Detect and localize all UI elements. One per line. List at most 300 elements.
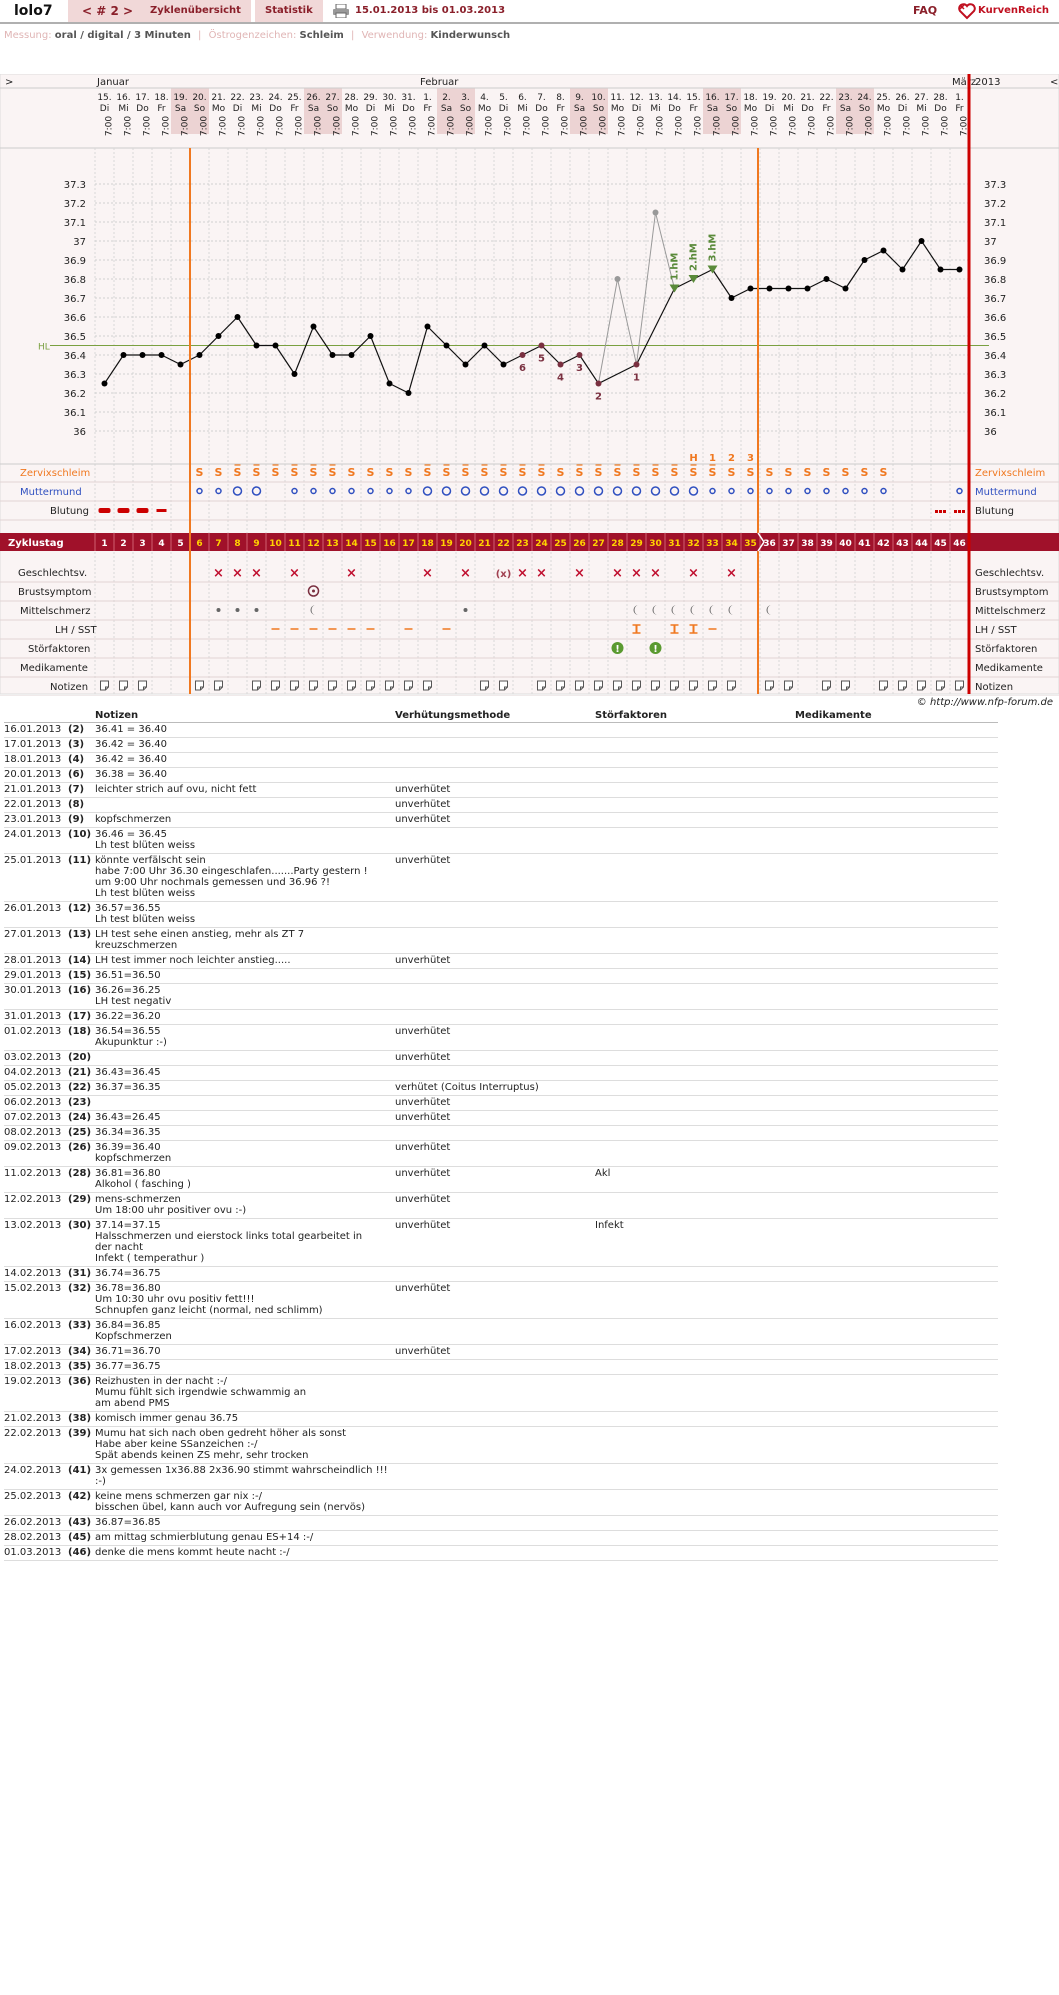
measurement-info: Messung: oral / digital / 3 Minuten | Östrogenzeichen: Schleim | Verwendung: Kinderwunsch (4, 30, 511, 41)
row-label-right: Mittelschmerz (975, 606, 1046, 617)
weekday-label: Mo (610, 104, 625, 114)
note-contraception (395, 1490, 595, 1516)
cycle-day-number: 9 (253, 539, 260, 549)
note-icon[interactable] (310, 681, 318, 690)
temp-point (729, 295, 735, 301)
temp-point (824, 276, 830, 282)
y-tick-left: 36.6 (63, 313, 86, 324)
note-icon[interactable] (405, 681, 413, 690)
day-label: 26. (895, 93, 910, 103)
note-contraception (395, 969, 595, 984)
mucus-mark: S (499, 466, 508, 479)
day-label: 28. (344, 93, 359, 103)
temp-point (881, 248, 887, 254)
note-icon[interactable] (918, 681, 926, 690)
note-text: 36.42 = 36.40 (95, 753, 395, 768)
weekday-label: So (725, 104, 738, 114)
note-cycle-day: (33) (68, 1319, 95, 1345)
weekday-label: Sa (440, 104, 453, 114)
weekday-label: Mi (916, 104, 927, 114)
cycle-day-label: Zyklustag (8, 538, 64, 549)
temp-point (254, 343, 260, 349)
note-contraception: unverhütet (395, 1219, 595, 1267)
note-medication (795, 954, 998, 969)
note-cycle-day: (20) (68, 1051, 95, 1066)
note-icon[interactable] (386, 681, 394, 690)
temp-point (216, 333, 222, 339)
weekday-label: Mi (783, 104, 794, 114)
weekday-label: Do (934, 104, 947, 114)
y-tick-left: 37.2 (63, 199, 86, 210)
time-label: 7:00 (636, 115, 647, 137)
note-icon[interactable] (842, 681, 850, 690)
note-disturbance (595, 1282, 795, 1319)
day-label: 15. (686, 93, 701, 103)
usage-label: Verwendung: (361, 30, 428, 41)
note-contraception: unverhütet (395, 1167, 595, 1193)
y-tick-right: 36.4 (984, 351, 1007, 362)
note-icon[interactable] (652, 681, 660, 690)
weekday-label: Fr (423, 104, 432, 114)
note-text: LH test sehe einen anstieg, mehr als ZT 7 kreuzschmerzen (95, 928, 395, 954)
weekday-label: Sa (573, 104, 586, 114)
cycle-day-number: 31 (668, 539, 681, 549)
mucus-mark: S (689, 466, 698, 479)
note-cycle-day: (7) (68, 783, 95, 798)
note-icon[interactable] (728, 681, 736, 690)
note-date: 14.02.2013 (4, 1267, 68, 1282)
table-row (4, 783, 998, 798)
table-row (4, 1531, 998, 1546)
mucus-mark: S (518, 466, 527, 479)
note-icon[interactable] (785, 681, 793, 690)
note-contraception: unverhütet (395, 1051, 595, 1066)
row-label-left: Brustsymptom (18, 587, 92, 598)
note-icon[interactable] (690, 681, 698, 690)
note-medication (795, 1111, 998, 1126)
row-label-left: LH / SST (55, 625, 97, 636)
weekday-label: Di (631, 104, 642, 114)
note-text: 36.87=36.85 (95, 1516, 395, 1531)
note-medication (795, 1531, 998, 1546)
note-text: 36.84=36.85 Kopfschmerzen (95, 1319, 395, 1345)
temp-point (197, 352, 203, 358)
bleeding-heavy (99, 508, 111, 513)
spotting-dot (954, 510, 957, 513)
note-date: 21.01.2013 (4, 783, 68, 798)
y-tick-left: 36.4 (63, 351, 86, 362)
note-text: 36.71=36.70 (95, 1345, 395, 1360)
note-disturbance (595, 954, 795, 969)
table-row (4, 984, 998, 1010)
note-date: 24.02.2013 (4, 1464, 68, 1490)
note-contraception (395, 1531, 595, 1546)
note-icon[interactable] (196, 681, 204, 690)
spotting-dot (962, 510, 965, 513)
day-label: 3. (461, 93, 470, 103)
mucus-mark: S (860, 466, 869, 479)
mucus-mark: S (803, 466, 812, 479)
day-label: 16. (705, 93, 720, 103)
weekday-label: Mi (650, 104, 661, 114)
weekday-label: Di (498, 104, 509, 114)
table-row (4, 1345, 998, 1360)
note-disturbance (595, 854, 795, 902)
cycle-day-number: 25 (554, 539, 567, 549)
note-icon[interactable] (500, 681, 508, 690)
weekday-label: Fr (556, 104, 565, 114)
note-icon[interactable] (538, 681, 546, 690)
note-date: 22.01.2013 (4, 798, 68, 813)
temp-point (786, 286, 792, 292)
day-label: 7. (537, 93, 546, 103)
weekday-label: Fr (689, 104, 698, 114)
row-label-right: Brustsymptom (975, 587, 1049, 598)
note-icon[interactable] (272, 681, 280, 690)
note-icon[interactable] (329, 681, 337, 690)
time-label: 7:00 (237, 115, 248, 137)
note-cycle-day: (13) (68, 928, 95, 954)
temp-point (805, 286, 811, 292)
note-contraception (395, 1412, 595, 1427)
note-disturbance (595, 1051, 795, 1066)
time-label: 7:00 (161, 115, 172, 137)
cycle-day-number: 3 (139, 539, 146, 549)
note-text: komisch immer genau 36.75 (95, 1412, 395, 1427)
note-icon[interactable] (101, 681, 109, 690)
row-label-left: Muttermund (20, 487, 82, 498)
note-cycle-day: (9) (68, 813, 95, 828)
cycle-day-number: 32 (687, 539, 700, 549)
note-cycle-day: (4) (68, 753, 95, 768)
day-label: 5. (499, 93, 508, 103)
note-cycle-day: (35) (68, 1360, 95, 1375)
note-disturbance (595, 1345, 795, 1360)
note-disturbance (595, 1193, 795, 1219)
cycle-day-number: 21 (478, 539, 491, 549)
note-icon[interactable] (139, 681, 147, 690)
weekday-label: Fr (955, 104, 964, 114)
time-label: 7:00 (959, 115, 970, 137)
note-cycle-day: (41) (68, 1464, 95, 1490)
note-disturbance (595, 1267, 795, 1282)
note-date: 28.01.2013 (4, 954, 68, 969)
table-row (4, 1193, 998, 1219)
cycle-day-number: 18 (421, 539, 434, 549)
time-label: 7:00 (674, 115, 685, 137)
time-label: 7:00 (902, 115, 913, 137)
cycle-day-number: 16 (383, 539, 396, 549)
spotting-dot (935, 510, 938, 513)
y-tick-right: 37 (984, 237, 997, 248)
time-label: 7:00 (199, 115, 210, 137)
low-temp-point (634, 362, 640, 368)
note-contraception (395, 928, 595, 954)
weekday-label: Mi (517, 104, 528, 114)
y-tick-left: 36.8 (63, 275, 86, 286)
col-medication: Medikamente (795, 708, 998, 723)
note-date: 17.01.2013 (4, 738, 68, 753)
cycle-day-number: 20 (459, 539, 472, 549)
note-text: mens-schmerzen Um 18:00 uhr positiver ovu :-) (95, 1193, 395, 1219)
note-icon[interactable] (671, 681, 679, 690)
note-contraception: unverhütet (395, 1193, 595, 1219)
cycle-day-number: 13 (326, 539, 339, 549)
weekday-label: Mo (743, 104, 758, 114)
cycle-day-number: 11 (288, 539, 301, 549)
tab-statistics[interactable]: Statistik (255, 0, 323, 22)
note-icon[interactable] (899, 681, 907, 690)
cycle-day-number: 37 (782, 539, 795, 549)
note-icon[interactable] (937, 681, 945, 690)
note-cycle-day: (26) (68, 1141, 95, 1167)
high-mark-label: 3.hM (707, 233, 719, 262)
cycle-day-number: 8 (234, 539, 241, 549)
weekday-label: So (459, 104, 472, 114)
table-row (4, 1375, 998, 1412)
y-tick-right: 37.3 (984, 180, 1007, 191)
note-icon[interactable] (956, 681, 964, 690)
y-tick-right: 36.5 (984, 332, 1007, 343)
note-cycle-day: (18) (68, 1025, 95, 1051)
note-medication (795, 984, 998, 1010)
temp-point (349, 352, 355, 358)
low-count-label: 6 (519, 363, 526, 374)
mucus-mark: S (556, 466, 565, 479)
cycle-day-number: 23 (516, 539, 529, 549)
time-label: 7:00 (142, 115, 153, 137)
note-text: 36.41 = 36.40 (95, 723, 395, 738)
time-label: 7:00 (807, 115, 818, 137)
brand-logo-icon (958, 2, 976, 20)
time-label: 7:00 (845, 115, 856, 137)
table-row (4, 969, 998, 984)
row-label-left: Mittelschmerz (20, 606, 91, 617)
note-contraception: unverhütet (395, 798, 595, 813)
mucus-mark: S (670, 466, 679, 479)
temp-point (235, 314, 241, 320)
intercourse-mark: × (574, 566, 585, 581)
day-label: 21. (800, 93, 815, 103)
row-label-right: LH / SST (975, 625, 1017, 636)
y-tick-left: 36.9 (63, 256, 86, 267)
note-icon[interactable] (576, 681, 584, 690)
note-disturbance (595, 902, 795, 928)
day-label: 18. (743, 93, 758, 103)
print-icon[interactable] (333, 4, 349, 18)
note-cycle-day: (46) (68, 1546, 95, 1561)
intercourse-mark: (x) (495, 569, 512, 580)
row-label-left: Medikamente (20, 663, 88, 674)
note-contraception: unverhütet (395, 1096, 595, 1111)
time-label: 7:00 (579, 115, 590, 137)
note-icon[interactable] (424, 681, 432, 690)
y-tick-left: 36 (73, 427, 86, 438)
note-text: 36.78=36.80 Um 10:30 uhr ovu positiv fett!!! Schnupfen ganz leicht (normal, ned schlimm) (95, 1282, 395, 1319)
note-icon[interactable] (766, 681, 774, 690)
note-medication (795, 1267, 998, 1282)
low-count-label: 2 (595, 391, 602, 403)
low-count-label: 4 (557, 372, 564, 384)
cycle-day-number: 12 (307, 539, 320, 549)
note-contraception (395, 1126, 595, 1141)
col-disturbances: Störfaktoren (595, 708, 795, 723)
time-label: 7:00 (769, 115, 780, 137)
table-row (4, 1516, 998, 1531)
note-date: 01.02.2013 (4, 1025, 68, 1051)
note-icon[interactable] (481, 681, 489, 690)
weekday-label: Sa (839, 104, 852, 114)
table-row (4, 1219, 998, 1267)
note-date: 09.02.2013 (4, 1141, 68, 1167)
note-icon[interactable] (880, 681, 888, 690)
note-text: könnte verfälscht sein habe 7:00 Uhr 36.30 eingeschlafen.......Party gestern ! um 9:00 Uhr nochmals gemessen und 36.96 ?! Lh test blüten weiss (95, 854, 395, 902)
note-disturbance (595, 813, 795, 828)
cycle-day-number: 30 (649, 539, 662, 549)
day-label: 8. (556, 93, 565, 103)
time-label: 7:00 (864, 115, 875, 137)
note-contraception: unverhütet (395, 1025, 595, 1051)
weekday-label: So (193, 104, 206, 114)
brand-link[interactable]: KurvenReich (978, 5, 1050, 16)
note-icon[interactable] (348, 681, 356, 690)
note-medication (795, 1464, 998, 1490)
low-count-label: 3 (576, 363, 583, 374)
note-disturbance (595, 969, 795, 984)
intercourse-mark: × (213, 566, 224, 581)
note-cycle-day: (14) (68, 954, 95, 969)
table-row (4, 928, 998, 954)
note-icon[interactable] (633, 681, 641, 690)
day-label: 15. (97, 93, 112, 103)
high-mark-label: 1.hM (669, 252, 681, 281)
temp-point (748, 286, 754, 292)
row-label-left: Notizen (50, 682, 89, 693)
note-icon[interactable] (614, 681, 622, 690)
mucus-mark: S (632, 466, 641, 479)
note-icon[interactable] (595, 681, 603, 690)
table-row (4, 1427, 998, 1464)
temp-point (121, 352, 127, 358)
note-date: 29.01.2013 (4, 969, 68, 984)
temp-point (938, 267, 944, 273)
note-disturbance (595, 1360, 795, 1375)
day-label: 9. (575, 93, 584, 103)
y-tick-right: 37.1 (984, 218, 1007, 229)
note-text: 36.81=36.80 Alkohol ( fasching ) (95, 1167, 395, 1193)
note-text: 36.54=36.55 Akupunktur :-) (95, 1025, 395, 1051)
weekday-label: Do (269, 104, 282, 114)
note-date: 24.01.2013 (4, 828, 68, 854)
temp-point (482, 343, 488, 349)
note-cycle-day: (23) (68, 1096, 95, 1111)
peak-label: 2 (728, 453, 735, 464)
note-text: am mittag schmierblutung genau ES+14 :-/ (95, 1531, 395, 1546)
temp-point (140, 352, 146, 358)
note-cycle-day: (42) (68, 1490, 95, 1516)
note-icon[interactable] (291, 681, 299, 690)
time-label: 7:00 (750, 115, 761, 137)
note-date: 16.01.2013 (4, 723, 68, 738)
note-contraception: unverhütet (395, 1111, 595, 1126)
cycle-day-number: 40 (839, 539, 852, 549)
time-label: 7:00 (104, 115, 115, 137)
note-text: 36.51=36.50 (95, 969, 395, 984)
note-text: 36.77=36.75 (95, 1360, 395, 1375)
note-medication (795, 768, 998, 783)
note-cycle-day: (32) (68, 1282, 95, 1319)
cycle-navigation[interactable]: < # 2 > (68, 0, 147, 22)
note-medication (795, 1360, 998, 1375)
note-medication (795, 828, 998, 854)
day-label: 1. (423, 93, 432, 103)
faq-link[interactable]: FAQ (913, 4, 938, 17)
note-icon[interactable] (367, 681, 375, 690)
day-label: 29. (363, 93, 378, 103)
bleeding-heavy (137, 508, 149, 513)
day-label: 18. (154, 93, 169, 103)
mid-pain-dot (464, 608, 468, 612)
note-icon[interactable] (823, 681, 831, 690)
table-row (4, 854, 998, 902)
note-cycle-day: (43) (68, 1516, 95, 1531)
row-label-right: Muttermund (975, 487, 1037, 498)
intercourse-mark: × (536, 566, 547, 581)
temp-point (862, 257, 868, 263)
day-label: 31. (401, 93, 416, 103)
note-disturbance (595, 1412, 795, 1427)
cycle-day-number: 14 (345, 539, 358, 549)
note-contraception: unverhütet (395, 854, 595, 902)
note-icon[interactable] (120, 681, 128, 690)
note-icon[interactable] (557, 681, 565, 690)
time-label: 7:00 (598, 115, 609, 137)
time-label: 7:00 (218, 115, 229, 137)
note-medication (795, 1141, 998, 1167)
table-row (4, 1412, 998, 1427)
mid-pain-dot (217, 608, 221, 612)
note-cycle-day: (30) (68, 1219, 95, 1267)
note-date: 12.02.2013 (4, 1193, 68, 1219)
note-disturbance (595, 1141, 795, 1167)
intercourse-mark: × (422, 566, 433, 581)
note-cycle-day: (17) (68, 1010, 95, 1025)
note-date: 26.01.2013 (4, 902, 68, 928)
day-label: 21. (211, 93, 226, 103)
y-tick-left: 36.2 (63, 389, 86, 400)
note-medication (795, 1167, 998, 1193)
weekday-label: Di (365, 104, 376, 114)
month-label: Februar (420, 77, 459, 88)
note-text: 36.37=36.35 (95, 1081, 395, 1096)
note-cycle-day: (38) (68, 1412, 95, 1427)
weekday-label: Mo (876, 104, 891, 114)
note-contraception (395, 1464, 595, 1490)
note-icon[interactable] (215, 681, 223, 690)
cycle-day-number: 17 (402, 539, 415, 549)
note-icon[interactable] (709, 681, 717, 690)
excluded-temp-point (653, 210, 659, 216)
peak-label: 3 (747, 453, 754, 464)
tab-cycle-overview[interactable]: Zyklenübersicht (140, 0, 251, 22)
table-row (4, 954, 998, 969)
weekday-label: Di (232, 104, 243, 114)
note-icon[interactable] (253, 681, 261, 690)
note-cycle-day: (39) (68, 1427, 95, 1464)
time-label: 7:00 (294, 115, 305, 137)
weekday-label: Mi (118, 104, 129, 114)
day-label: 23. (249, 93, 264, 103)
